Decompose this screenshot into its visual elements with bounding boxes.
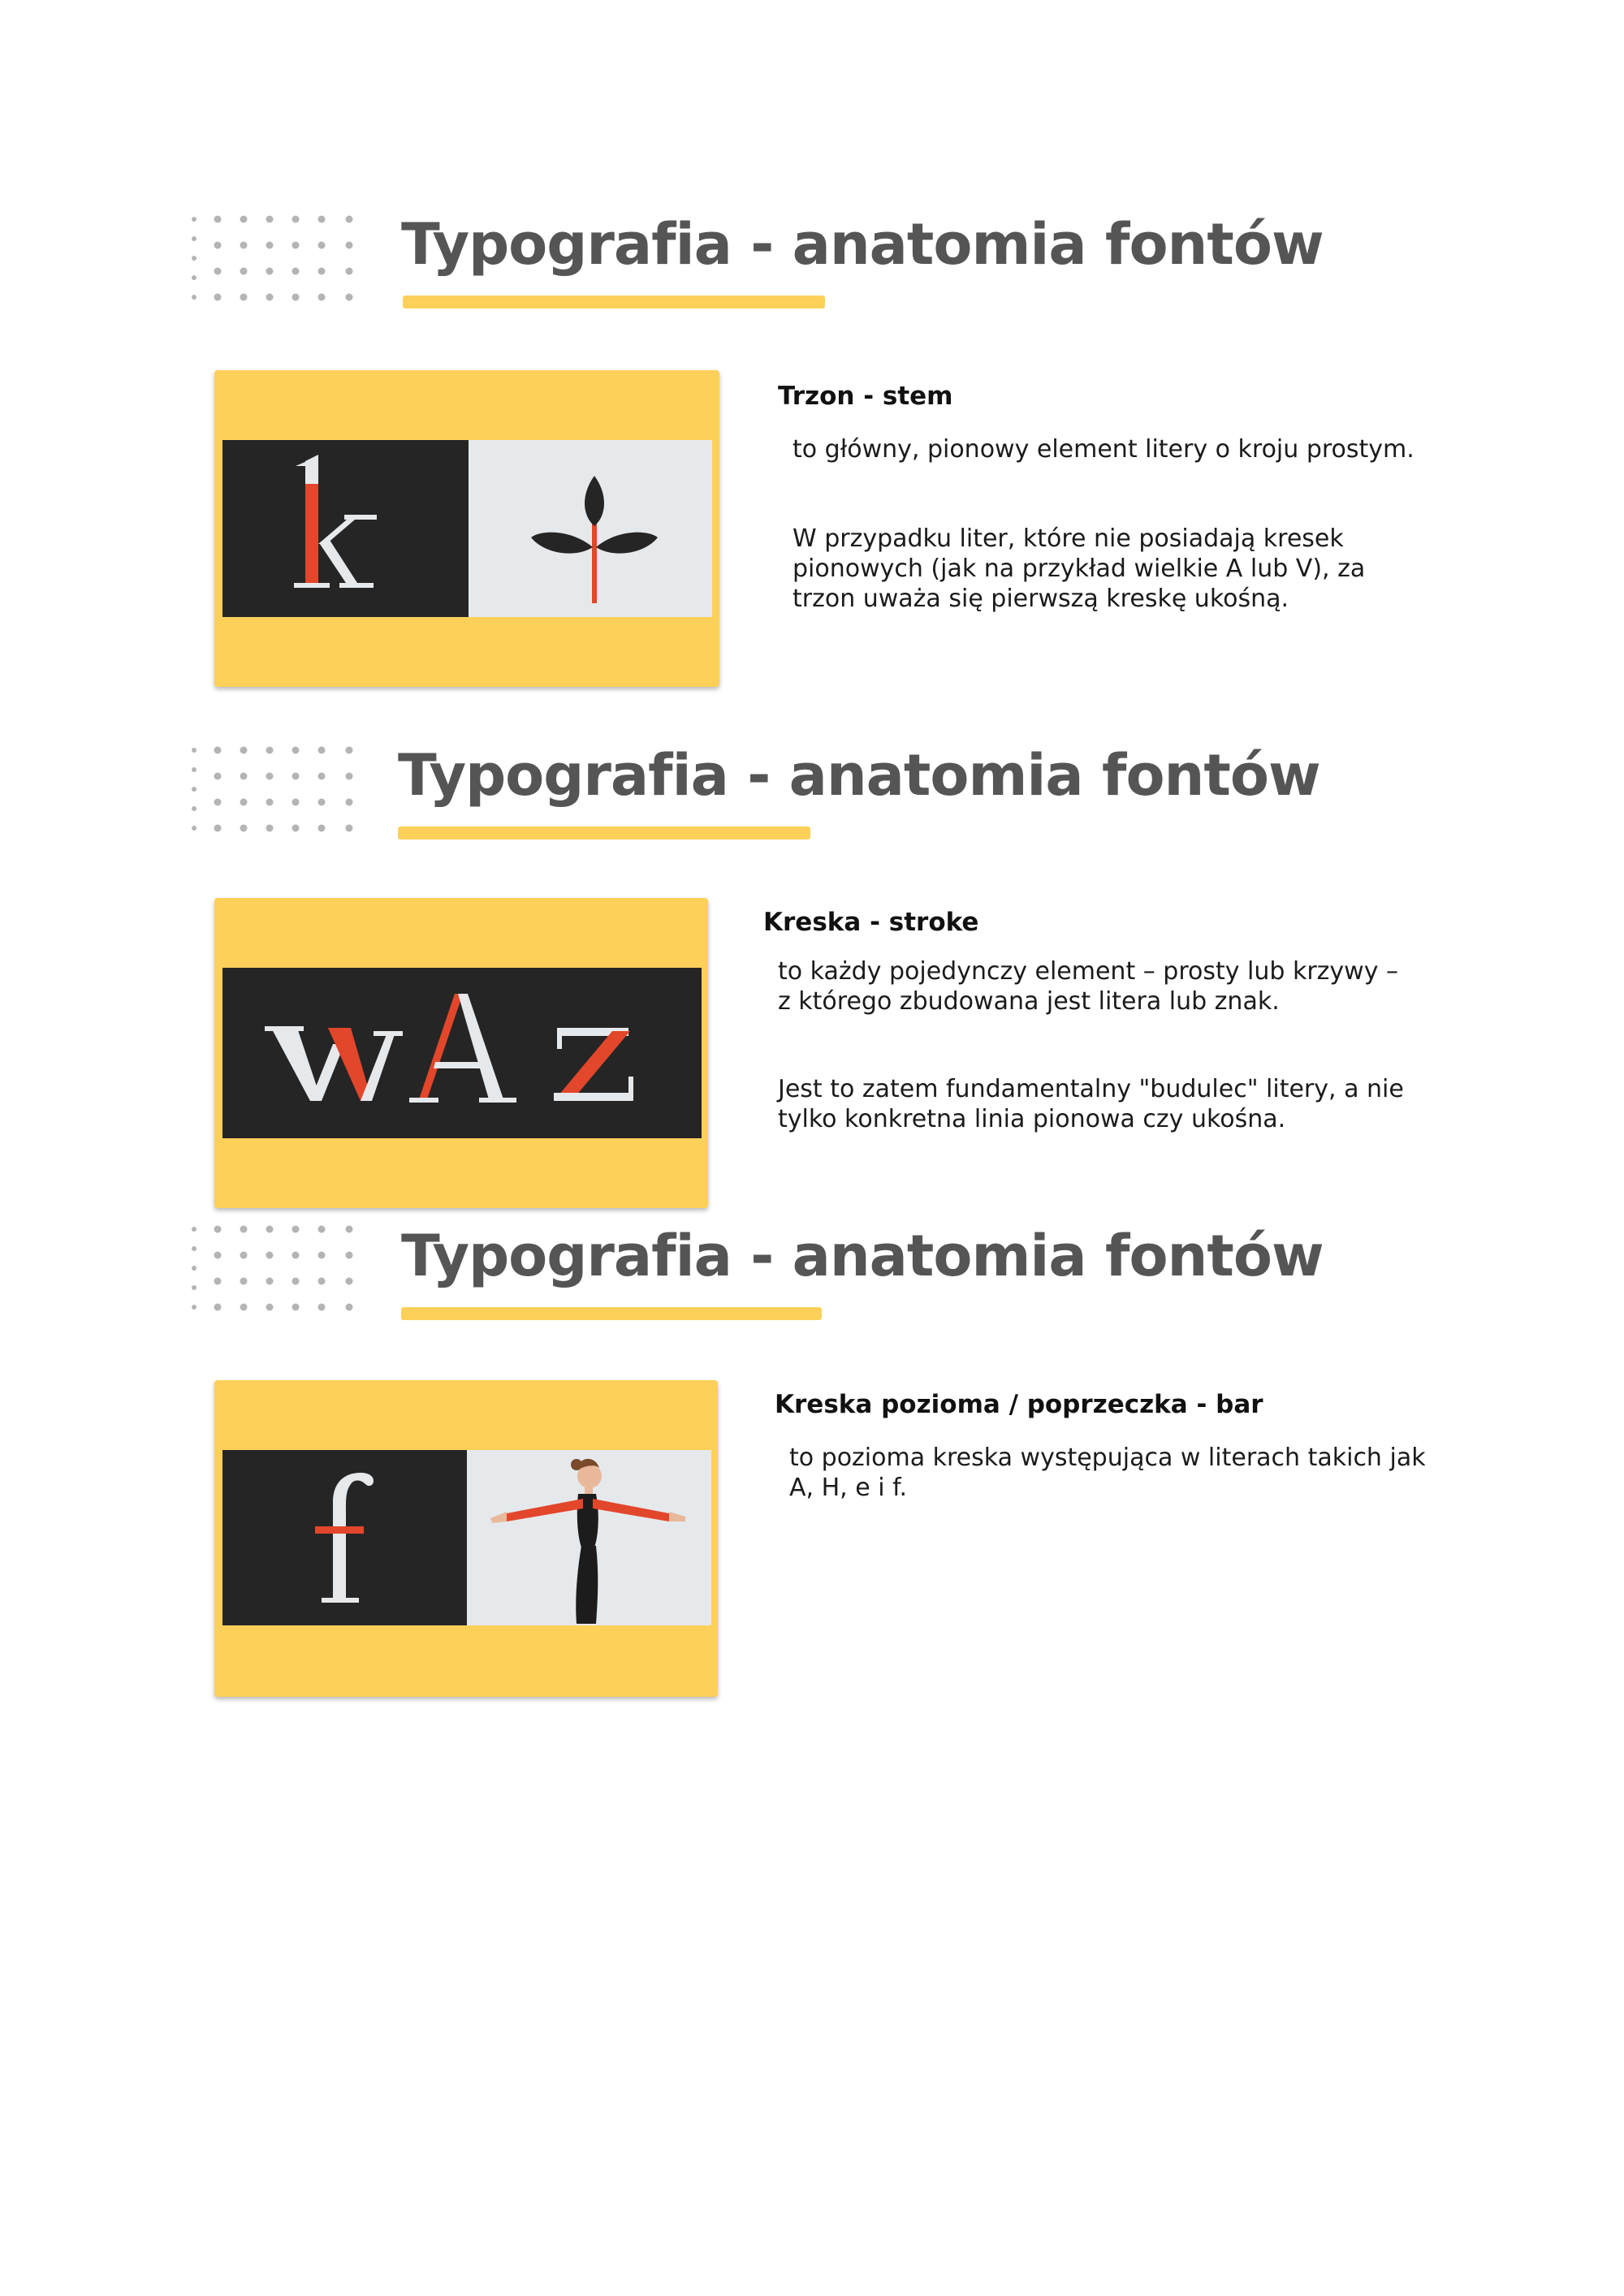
page-title: Typografia - anatomia fontów xyxy=(401,1223,1324,1289)
page-title: Typografia - anatomia fontów xyxy=(401,211,1324,278)
stem-heading: Trzon - stem xyxy=(778,382,953,411)
title-underline xyxy=(403,296,825,309)
title-underline xyxy=(401,1307,822,1320)
stem-definition: to główny, pionowy element litery o kroju prostym. xyxy=(793,435,1415,464)
stem-illustration-card xyxy=(214,370,719,687)
bar-illustration-card xyxy=(214,1380,718,1697)
bar-definition: to pozioma kreska występująca w literach takich jak A, H, e i f. xyxy=(789,1444,1426,1502)
page-title: Typografia - anatomia fontów xyxy=(398,742,1320,809)
stroke-heading: Kreska - stroke xyxy=(763,908,979,937)
dot-grid-decoration xyxy=(192,744,359,835)
stroke-illustration-card xyxy=(214,898,708,1208)
dot-grid-decoration xyxy=(192,1223,359,1314)
stroke-definition: to każdy pojedynczy element – prosty lub krzywy – z którego zbudowana jest litera lub znak. xyxy=(778,957,1398,1016)
bar-heading: Kreska pozioma / poprzeczka - bar xyxy=(775,1390,1263,1419)
dot-grid-decoration xyxy=(192,213,359,304)
stem-note: W przypadku liter, które nie posiadają kresek pionowych (jak na przykład wielkie A lub V), za trzon uważa się pierwszą kreskę ukośną. xyxy=(793,524,1366,613)
title-underline xyxy=(398,826,810,839)
stroke-note: Jest to zatem fundamentalny "budulec" litery, a nie tylko konkretna linia pionowa czy ukośna. xyxy=(778,1075,1404,1133)
